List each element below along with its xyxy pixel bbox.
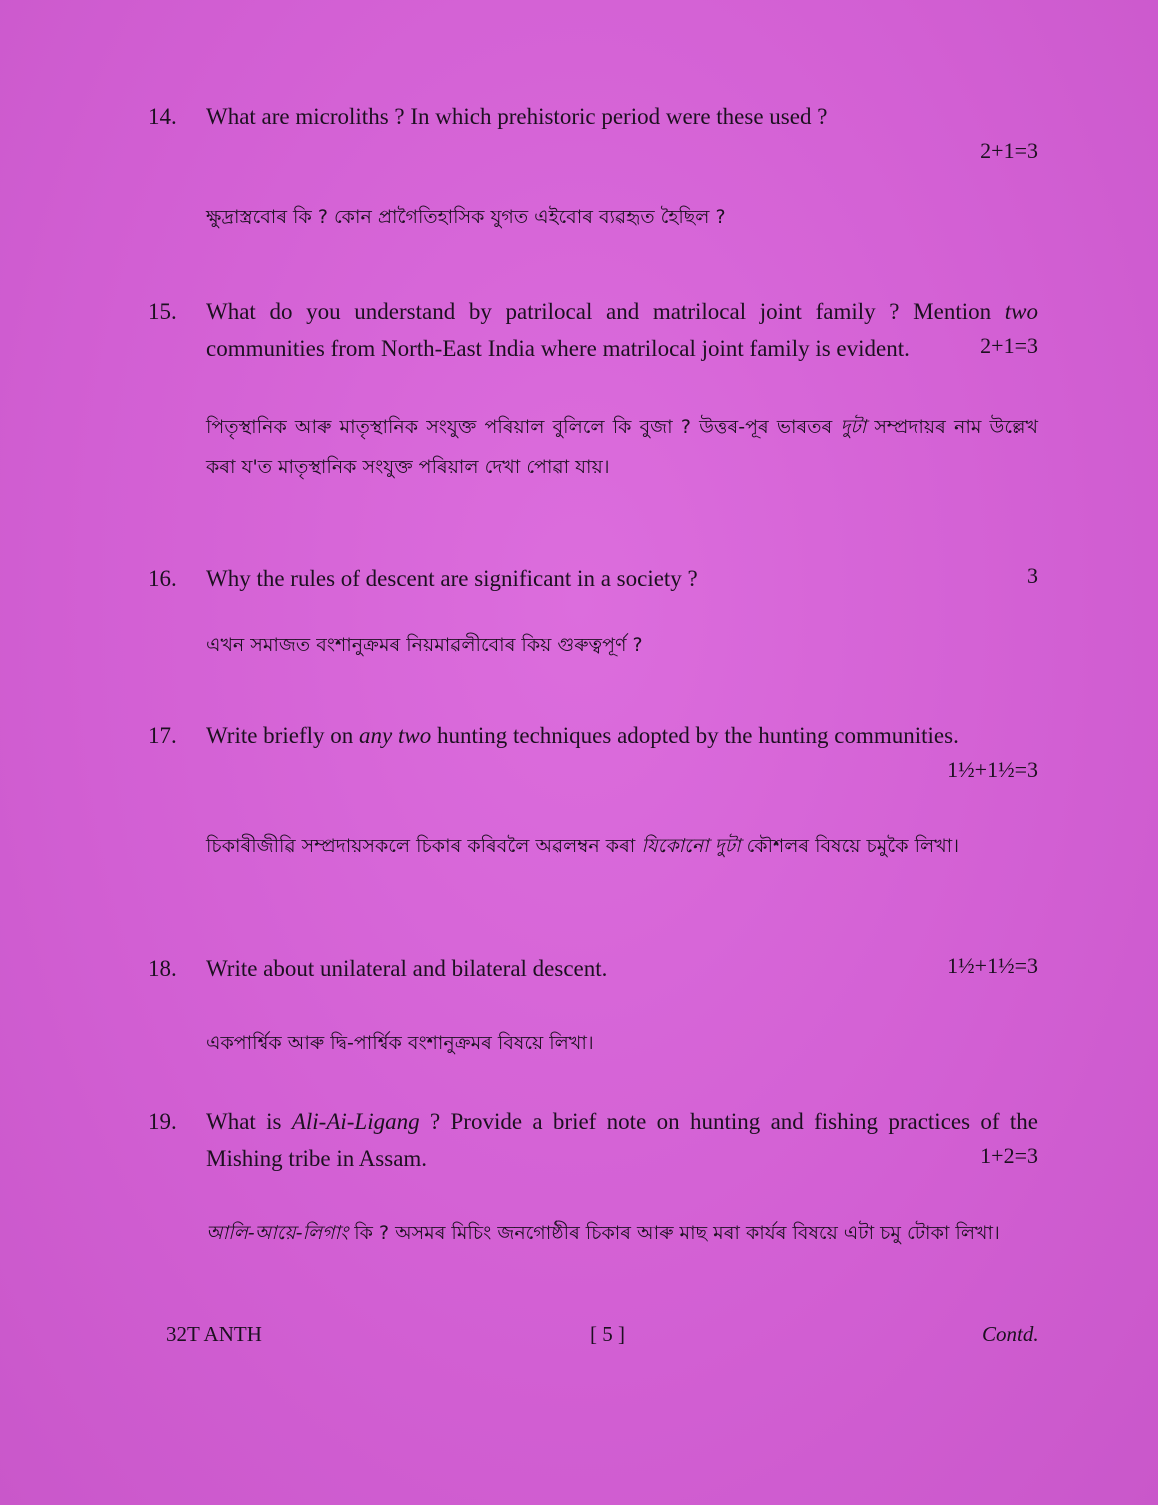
question-19 [148, 1103, 1038, 1253]
question-number: 17. [148, 723, 177, 748]
question-text-en: Write briefly on any two hunting techniques adopted by the hunting communities. 1½+1½=3 [206, 717, 1038, 786]
question-text-bn: আলি-আয়ে-লিগাং কি ? অসমৰ মিচিং জনগোষ্ঠীৰ চিকাৰ আৰু মাছ মৰা কাৰ্যৰ বিষয়ে এটা চমু টোকা লিখা। [206, 1222, 1000, 1244]
footer-code: 32T ANTH [166, 1322, 262, 1346]
question-text-bn: পিতৃস্থানিক আৰু মাতৃস্থানিক সংযুক্ত পৰিয়াল বুলিলে কি বুজা ? উত্তৰ-পূৰ ভাৰতৰ দুটা সম্প্ৰদায়ৰ নাম উল্লেখ কৰা য'ত মাতৃস্থানিক সংযুক্ত পৰিয়াল দেখা পোৱা যায়। [206, 416, 1038, 478]
question-number: 19. [148, 1109, 177, 1134]
question-14 [148, 98, 1038, 237]
question-text-en: Write about unilateral and bilateral descent. 1½+1½=3 [206, 950, 1038, 987]
footer-page-number: [ 5 ] [590, 1322, 625, 1346]
question-number: 18. [148, 956, 177, 981]
question-marks: 3 [1027, 563, 1038, 588]
question-text-en: What do you understand by patrilocal and matrilocal joint family ? Mention two communities from North-East India where matrilocal joint family is evident. 2+1=3 [206, 299, 1038, 361]
question-marks: 1½+1½=3 [947, 953, 1038, 978]
question-text-bn: এখন সমাজত বংশানুক্ৰমৰ নিয়মাৱলীবোৰ কিয় গুৰুত্বপূৰ্ণ ? [206, 634, 643, 656]
question-text-en: What is Ali-Ai-Ligang ? Provide a brief note on hunting and fishing practices of the Mishing tribe in Assam. 1+2=3 [206, 1109, 1038, 1171]
question-16 [148, 560, 1038, 665]
question-text-bn: চিকাৰীজীৱি সম্প্ৰদায়সকলে চিকাৰ কৰিবলৈ অৱলম্বন কৰা যিকোনো দুটা কৌশলৰ বিষয়ে চমুকৈ লিখা। [206, 835, 959, 857]
question-marks: 1+2=3 [980, 1143, 1038, 1168]
question-text-bn: একপাৰ্শ্বিক আৰু দ্বি-পাৰ্শ্বিক বংশানুক্ৰমৰ বিষয়ে লিখা। [206, 1032, 594, 1054]
question-number: 14. [148, 104, 177, 129]
question-18 [148, 950, 1038, 1063]
question-marks: 1½+1½=3 [947, 757, 1038, 782]
question-text-en: What are microliths ? In which prehistoric period were these used ? [206, 104, 828, 129]
question-number: 15. [148, 299, 177, 324]
footer-contd: Contd. [982, 1322, 1039, 1346]
question-text-bn: ক্ষুদ্ৰাস্ত্ৰবোৰ কি ? কোন প্ৰাগৈতিহাসিক যুগত এইবোৰ ব্যৱহৃত হৈছিল ? [206, 206, 726, 228]
question-text-en: Why the rules of descent are significant in a society ? 3 [206, 560, 1038, 597]
question-marks: 2+1=3 [980, 333, 1038, 358]
question-15 [148, 293, 1038, 487]
question-number: 16. [148, 566, 177, 591]
question-17 [148, 717, 1038, 866]
question-marks: 2+1=3 [980, 138, 1038, 163]
